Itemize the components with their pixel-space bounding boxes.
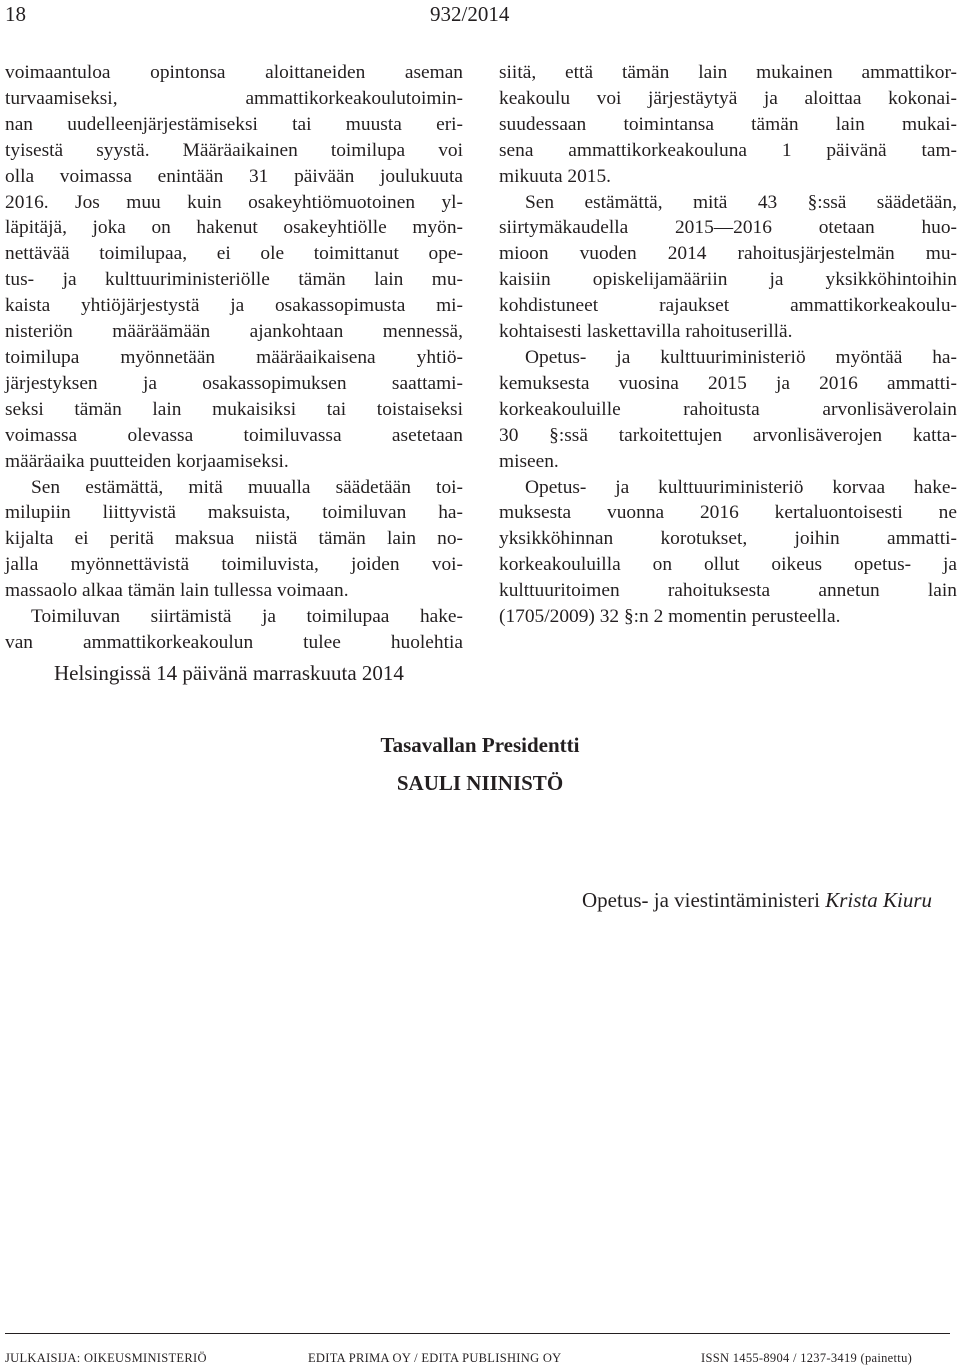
text-line: van ammattikorkeakoulun tulee huolehtia: [5, 631, 463, 653]
text-line: Opetus- ja kulttuuriministeriö myöntää ha-: [525, 346, 957, 368]
text-line: läpitäjä, joka on hakenut osakeyhtiölle myön-: [5, 217, 463, 239]
text-line: korkeakouluilla on ollut oikeus opetus- ja: [499, 554, 957, 576]
text-line: (1705/2009) 32 §:n 2 momentin perusteella.: [499, 606, 841, 628]
text-line: korkeakouluille rahoitusta arvonlisäverolain: [499, 398, 957, 420]
text-line: tyisestä syystä. Määräaikainen toimilupa voi: [5, 139, 463, 161]
text-line: seksi tämän lain mukaisiksi tai toistaiseksi: [5, 398, 463, 420]
text-line: Sen estämättä, mitä muualla säädetään toi-: [31, 476, 463, 498]
text-line: toimilupa myönnetään määräaikaisena yhtiö-: [5, 346, 463, 368]
text-line: muksesta vuonna 2016 kertaluontoisesti ne: [499, 502, 957, 524]
text-line: yksikköhinnan korotukset, joihin ammatti-: [499, 528, 957, 550]
text-line: kulttuuritoimen rahoituksesta annetun lain: [499, 580, 957, 602]
text-line: nisteriön määräämään ajankohtaan mennessä,: [5, 321, 463, 343]
president-title: Tasavallan Presidentti: [380, 733, 580, 757]
text-line: milupiin liittyvistä maksuista, toimiluvan ha-: [5, 502, 463, 524]
text-line: nettävää toimilupaa, ei ole toimittanut ope-: [5, 243, 463, 265]
text-line: määräaika puutteiden korjaamiseksi.: [5, 450, 289, 472]
text-line: siirtymäkaudella 2015—2016 otetaan huo-: [499, 217, 957, 239]
text-line: 2016. Jos muu kuin osakeyhtiömuotoinen yl-: [5, 191, 463, 213]
text-line: suudessaan toimintansa tämän lain mukai-: [499, 113, 957, 135]
text-line: turvaamiseksi, ammattikorkeakoulutoimin-: [5, 87, 463, 109]
text-line: voimaantuloa opintonsa aloittaneiden aseman: [5, 62, 463, 83]
text-line: Toimiluvan siirtämistä ja toimilupaa hake-: [31, 606, 463, 628]
text-line: kaista yhtiöjärjestystä ja osakassopimusta mi-: [5, 295, 463, 317]
text-line: voimassa olevassa toimiluvassa asetetaan: [5, 424, 463, 446]
text-line: keakoulu voi järjestäytyä ja aloittaa kokonai-: [499, 87, 957, 109]
text-line: kohdistuneet rajaukset ammattikorkeakoulu-: [499, 295, 957, 317]
left-text-column: [5, 60, 463, 656]
text-line: kaisiin opiskelijamääriin ja yksikköhintoihin: [499, 269, 957, 291]
footer-issn: ISSN 1455-8904 / 1237-3419 (painettu): [701, 1351, 913, 1365]
text-line: jalla myönnettävistä toimiluvista, joiden voi-: [5, 554, 463, 576]
footer-publisher: JULKAISIJA: OIKEUSMINISTERIÖ: [5, 1351, 207, 1365]
text-line: olla voimassa enintään 31 päivään joulukuuta: [5, 165, 463, 187]
footer-printer: EDITA PRIMA OY / EDITA PUBLISHING OY: [308, 1351, 562, 1365]
text-line: 30 §:ssä tarkoitettujen arvonlisäverojen katta-: [499, 424, 957, 446]
text-line: siitä, että tämän lain mukainen ammattikor-: [499, 62, 957, 83]
text-line: massaolo alkaa tämän lain tullessa voimaan.: [5, 580, 349, 602]
page-number: 18: [5, 2, 26, 26]
text-line: Sen estämättä, mitä 43 §:ssä säädetään,: [525, 191, 957, 213]
president-name: SAULI NIINISTÖ: [396, 771, 564, 795]
minister-title: Opetus- ja viestintäministeri: [582, 888, 826, 912]
text-line: miseen.: [499, 450, 559, 472]
text-line: Opetus- ja kulttuuriministeriö korvaa hake-: [525, 476, 957, 498]
text-line: sena ammattikorkeakouluna 1 päivänä tam-: [499, 139, 957, 161]
text-line: järjestyksen ja osakassopimuksen saattami-: [5, 372, 463, 394]
text-line: tus- ja kulttuuriministeriölle tämän lain mu-: [5, 269, 463, 291]
text-line: nan uudelleenjärjestämiseksi tai muusta eri-: [5, 113, 463, 135]
place-and-date: Helsingissä 14 päivänä marraskuuta 2014: [54, 661, 404, 685]
right-text-column: [499, 60, 957, 630]
text-line: mioon vuoden 2014 rahoitusjärjestelmän mu-: [499, 243, 957, 265]
text-line: mikuuta 2015.: [499, 165, 612, 187]
text-line: kohtaisesti laskettavilla rahoituserillä.: [499, 321, 793, 343]
text-line: kemuksesta vuosina 2015 ja 2016 ammatti-: [499, 372, 957, 394]
document-number: 932/2014: [430, 2, 510, 26]
minister-name: Krista Kiuru: [825, 888, 932, 912]
text-line: kijalta ei peritä maksua niistä tämän lain no-: [5, 528, 463, 550]
minister-signature: [582, 887, 932, 913]
footer-divider: [5, 1333, 950, 1334]
